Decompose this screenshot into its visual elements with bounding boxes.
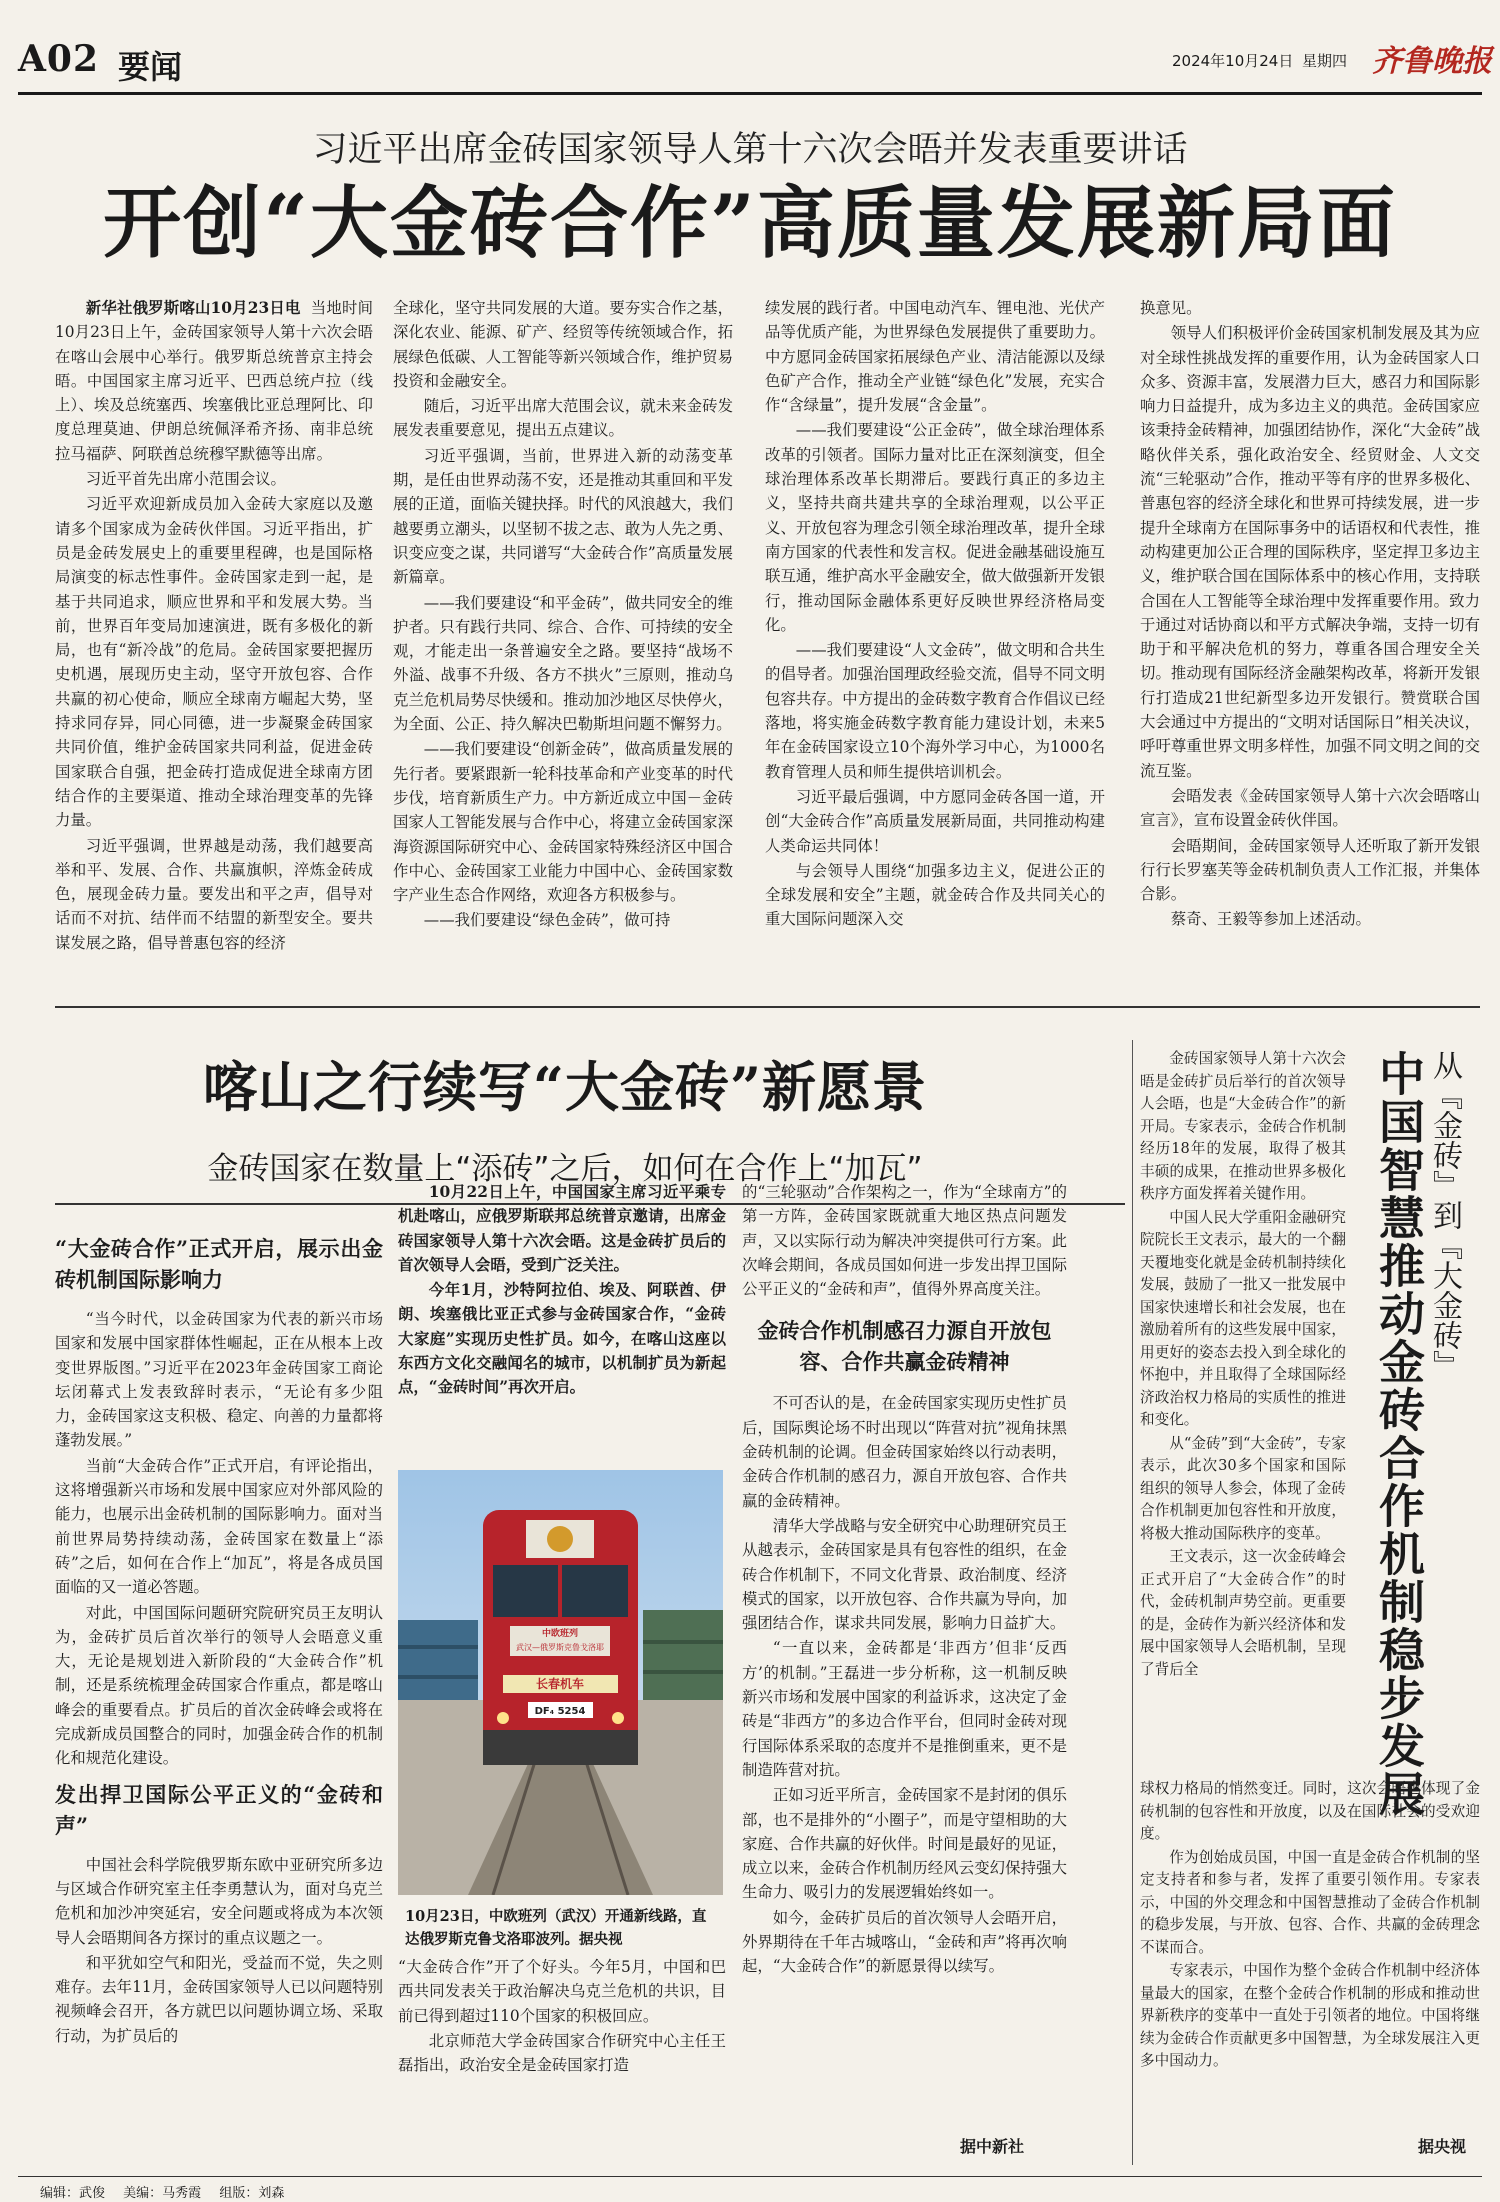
article2-column-3 <box>742 1180 1067 2170</box>
article1-lead-paragraph: 新华社俄罗斯喀山10月23日电 当地时间10月23日上午，金砖国家领导人第十六次会晤在喀山会展中心举行。俄罗斯总统普京主持会晤。中国国家主席习近平、巴西总统卢拉（线上）、埃及总统塞西、埃塞俄比亚总理阿比、印度总理莫迪、伊朗总统佩泽希齐扬、南非总统拉马福萨、阿联酋总统穆罕默德等出席。 <box>55 299 373 463</box>
paragraph: 从“金砖”到“大金砖”，专家表示，此次30多个国家和国际组织的领导人参会，体现了金砖合作机制更加包容性和开放度，将极大推动国际秩序的变革。 <box>1140 1434 1346 1542</box>
article2-lead-block <box>398 1180 726 1460</box>
paragraph: 王文表示，这一次金砖峰会正式开启了“大金砖合作”的时代，金砖机制声势空前。更重要的是，金砖作为新兴经济体和发展中国家领导人会晤机制，呈现了背后全 <box>1140 1548 1346 1678</box>
article2-section-title-2: 发出捍卫国际公平正义的“金砖和声” <box>55 1781 383 1838</box>
paragraph: 金砖国家领导人第十六次会晤是金砖扩员后举行的首次领导人会晤，也是“大金砖合作”的新开局。专家表示，金砖合作机制经历18年的发展，取得了极其丰硕的成果，在推动世界多极化秩序方面发挥着关键作用。 <box>1140 1050 1346 1202</box>
train-number: DF₄ 5254 <box>534 1706 586 1717</box>
layout-credit: 组版：刘森 <box>219 2186 285 2201</box>
newspaper-logo: 齐鲁晚报 <box>1372 44 1492 79</box>
paragraph: 不可否认的是，在金砖国家实现历史性扩员后，国际舆论场不时出现以“阵营对抗”视角抹黑金砖机制的论调。但金砖国家始终以行动表明，金砖合作机制的感召力，源自开放包容、合作共赢的金砖精神。 <box>742 1394 1067 1510</box>
article2-byline: 据中新社 <box>960 2137 1025 2156</box>
train-sign-top: 中欧班列 <box>541 1629 579 1639</box>
paragraph: 今年1月，沙特阿拉伯、埃及、阿联酋、伊朗、埃塞俄比亚正式参与金砖国家合作，“金砖大家庭”实现历史性扩员。如今，在喀山这座以东西方文化交融闻名的城市，以机制扩员为新起点，“金砖时间”再次开启。 <box>398 1281 726 1397</box>
article1-headline: 开创“大金砖合作”高质量发展新局面 <box>103 178 1397 269</box>
train-plate: 长春机车 <box>535 1677 585 1691</box>
paragraph: 10月22日上午，中国国家主席习近平乘专机赴喀山，应俄罗斯联邦总统普京邀请，出席金砖国家领导人第十六次会晤。这是金砖扩员后的首次领导人会晤，受到广泛关注。 <box>398 1183 726 1274</box>
paragraph: 中国人民大学重阳金融研究院院长王文表示，最大的一个翻天覆地变化就是金砖机制持续化发展，鼓励了一批又一批发展中国家快速增长和社会发展，也在激励着所有的这些发展中国家，用更好的姿态去投入到全球化的怀抱中，并且取得了全球国际经济政治权力格局的实质性的推进和变化。 <box>1140 1208 1346 1428</box>
article1-column-2 <box>393 296 733 986</box>
paragraph: ——我们要建设“绿色金砖”，做可持 <box>423 911 671 930</box>
paragraph: 北京师范大学金砖国家合作研究中心主任王磊指出，政治安全是金砖国家打造 <box>398 2031 726 2075</box>
paragraph: 的“三轮驱动”合作架构之一，作为“全球南方”的第一方阵，金砖国家既就重大地区热点问题发声，又以实际行动为解决冲突提供可行方案。此次峰会期间，各成员国如何进一步发出捍卫国际公平正义的“金砖和声”，值得外界高度关注。 <box>742 1183 1067 1299</box>
article2-column-1 <box>55 1225 383 2175</box>
photo-caption: 10月23日，中欧班列（武汉）开通新线路，直达俄罗斯克鲁戈洛耶波列。据央视 <box>405 1908 707 1948</box>
paragraph: 当前“大金砖合作”正式开启，有评论指出，这将增强新兴市场和发展中国家应对外部风险的能力，也展示出金砖机制的国际影响力。面对当前世界局势持续动荡，金砖国家在数量上“添砖”之后，如何在合作上“加瓦”，将是各成员国面临的又一道必答题。 <box>55 1456 383 1597</box>
paragraph: 蔡奇、王毅等参加上述活动。 <box>1170 910 1371 929</box>
train-sign-sub: 武汉—俄罗斯克鲁戈洛耶 <box>516 1643 604 1652</box>
paragraph: 习近平强调，当前，世界进入新的动荡变革期，是任由世界动荡不安，还是推动其重回和平发展的正道，面临关键抉择。时代的风浪越大，我们越要勇立潮头，以坚韧不拔之志、敢为人先之勇、识变应变之谋，共同谱写“大金砖合作”高质量发展新篇章。 <box>393 446 733 587</box>
column-divider <box>1132 1040 1133 2165</box>
page-code: A02 <box>18 38 100 80</box>
article3-column-lower <box>1140 1778 1480 2158</box>
header-divider <box>18 92 1482 95</box>
article1-column-4 <box>1140 296 1480 986</box>
paragraph: 清华大学战略与安全研究中心助理研究员王从越表示，金砖国家是具有包容性的组织，在金砖合作机制下，不同文化背景、政治制度、经济模式的国家，以开放包容、合作共赢为导向，加强团结合作，谋求共同发展，影响力日益扩大。 <box>742 1516 1067 1633</box>
paragraph: 正如习近平所言，金砖国家不是封闭的俱乐部，也不是排外的“小圈子”，而是守望相助的大家庭、合作共赢的好伙伴。时间是最好的见证，成立以来，金砖合作机制历经风云变幻保持强大生命力、吸引力的发展逻辑始终如一。 <box>742 1786 1067 1902</box>
paragraph: 习近平欢迎新成员加入金砖大家庭以及邀请多个国家成为金砖伙伴国。习近平指出，扩员是金砖发展史上的重要里程碑，也是国际格局演变的标志性事件。金砖国家走到一起，是基于共同追求，顺应世界和平和发展大势。当前，世界百年变局加速演进，既有多极化的新局，也有“新冷战”的危局。金砖国家要把握历史机遇，展现历史主动，坚守开放包容、合作共赢的初心使命，顺应全球南方崛起大势，坚持求同存异，同心同德，进一步凝聚金砖国家共同价值，维护金砖国家共同利益，促进金砖国家联合自强，把金砖打造成促进全球南方团结合作的主要渠道、推动全球治理变革的先锋力量。 <box>55 495 373 830</box>
paragraph: “当今时代，以金砖国家为代表的新兴市场国家和发展中国家群体性崛起，正在从根本上改变世界版图。”习近平在2023年金砖国家工商论坛闭幕式上发表致辞时表示，“无论有多少阻力，金砖国家这支积极、稳定、向善的力量都将蓬勃发展。” <box>55 1310 383 1450</box>
section-name: 要闻 <box>118 48 183 86</box>
publication-date: 2024年10月24日 <box>1172 52 1294 70</box>
paragraph: ——我们要建设“公正金砖”，做全球治理体系改革的引领者。国际力量对比正在深刻演变，但全球治理体系改革长期滞后。要践行真正的多边主义，坚持共商共建共享的全球治理观，以公平正义、开放包容为理念引领全球治理改革，提升全球南方国家的代表性和发言权。促进金融基础设施互联互通，维护高水平金融安全，做大做强新开发银行，推动国际金融体系更好反映世界经济格局变化。 <box>765 421 1105 634</box>
paragraph: 换意见。 <box>1140 299 1202 317</box>
paragraph: 中国社会科学院俄罗斯东欧中亚研究所多边与区域合作研究室主任李勇慧认为，面对乌克兰危机和加沙冲突延宕，安全问题或将成为本次领导人会晤期间各方探讨的重点议题之一。 <box>55 1855 383 1947</box>
paragraph: 习近平最后强调，中方愿同金砖各国一道，开创“大金砖合作”高质量发展新局面，共同推动构建人类命运共同体！ <box>765 787 1105 855</box>
train-photo <box>398 1470 723 1895</box>
article1-column-1 <box>55 296 373 986</box>
paragraph: “大金砖合作”开了个好头。今年5月，中国和巴西共同发表关于政治解决乌克兰危机的共识，目前已得到超过110个国家的积极回应。 <box>398 1958 726 2025</box>
page-header <box>0 0 1500 90</box>
article3-kicker: 从『金砖』到『大金砖』 <box>1427 1050 1462 1380</box>
paragraph: 与会领导人围绕“加强多边主义，促进公正的全球发展和安全”主题，就金砖合作及共同关心的重大国际问题深入交 <box>765 861 1105 929</box>
paragraph: 球权力格局的悄然变迁。同时，这次会晤也体现了金砖机制的包容性和开放度，以及在国际社会的受欢迎度。 <box>1140 1780 1480 1842</box>
designer-credit: 美编：马秀霞 <box>123 2186 202 2201</box>
article2-column-2 <box>398 1955 726 2165</box>
paragraph: 专家表示，中国作为整个金砖合作机制中经济体量最大的国家，在整个金砖合作机制的形成和推动世界新秩序的变革中一直处于引领者的地位。中国将继续为金砖合作贡献更多中国智慧，为全球发展注入更多中国动力。 <box>1140 1962 1480 2069</box>
paragraph: 随后，习近平出席大范围会议，就未来金砖发展发表重要意见，提出五点建议。 <box>393 397 733 440</box>
editor-credit: 编辑：武俊 <box>40 2186 106 2201</box>
paragraph: 续发展的践行者。中国电动汽车、锂电池、光伏产品等优质产能，为世界绿色发展提供了重要助力。中方愿同金砖国家拓展绿色产业、清洁能源以及绿色矿产合作，推动全产业链“绿色化”发展，充实合作“含绿量”，提升发展“含金量”。 <box>765 299 1105 415</box>
article3-headline: 中国智慧推动金砖合作机制稳步发展 <box>1372 1050 1426 1818</box>
paragraph: “一直以来，金砖都是‘非西方’但非‘反西方’的机制。”王磊进一步分析称，这一机制反映新兴市场和发展中国家的利益诉求，这决定了金砖是“非西方”的多边合作平台，但同时金砖对现行国际体系采取的态度并不是推倒重来，更不是制造阵营对抗。 <box>742 1639 1067 1779</box>
article1-dateline: 新华社俄罗斯喀山10月23日电 <box>85 299 301 317</box>
section-divider <box>55 1006 1480 1008</box>
paragraph: 作为创始成员国，中国一直是金砖合作机制的坚定支持者和参与者，发挥了重要引领作用。专家表示，中国的外交理念和中国智慧推动了金砖合作机制的稳步发展，与开放、包容、合作、共赢的金砖理念不谋而合。 <box>1140 1848 1480 1956</box>
article1-kicker: 习近平出席金砖国家领导人第十六次会晤并发表重要讲话 <box>312 130 1188 170</box>
paragraph: 全球化，坚守共同发展的大道。要夯实合作之基，深化农业、能源、矿产、经贸等传统领域合作，拓展绿色低碳、人工智能等新兴领域合作，维护贸易投资和金融安全。 <box>393 299 733 390</box>
paragraph: 如今，金砖扩员后的首次领导人会晤开启，外界期待在千年古城喀山，“金砖和声”将再次响起，“大金砖合作”的新愿景得以续写。 <box>742 1908 1067 1976</box>
article2-headline: 喀山之行续写“大金砖”新愿景 <box>202 1055 928 1119</box>
article1-column-3 <box>765 296 1105 986</box>
paragraph: ——我们要建设“和平金砖”，做共同安全的维护者。只有践行共同、综合、合作、可持续的安全观，才能走出一条普遍安全之路。要坚持“战场不外溢、战事不升级、各方不拱火”三原则，推动乌克兰危机局势尽快缓和。推动加沙地区尽快停火，为全面、公正、持久解决巴勒斯坦问题不懈努力。 <box>393 593 733 734</box>
paragraph: 对此，中国国际问题研究院研究员王友明认为，金砖扩员后首次举行的领导人会晤意义重大，无论是规划进入新阶段的“大金砖合作”机制，还是系统梳理金砖国家合作重点，都是喀山峰会的重要看点。扩员后的首次金砖峰会或将在完成新成员国整合的同时，加强金砖合作的机制化和规范化建设。 <box>55 1603 383 1768</box>
publication-weekday: 星期四 <box>1302 52 1348 70</box>
paragraph: ——我们要建设“人文金砖”，做文明和合共生的倡导者。加强治国理政经验交流，倡导不同文明包容共存。中方提出的金砖数字教育合作倡议已经落地，将实施金砖数字教育能力建设计划，未来5年在金砖国家设立10个海外学习中心，为1000名教育管理人员和师生提供培训机会。 <box>765 641 1105 781</box>
page-footer <box>40 2182 298 2201</box>
paragraph: 领导人们积极评价金砖国家机制发展及其为应对全球性挑战发挥的重要作用，认为金砖国家人口众多、资源丰富，发展潜力巨大，感召力和国际影响力日益提升，成为多边主义的典范。金砖国家应该秉持金砖精神，加强团结协作，深化“大金砖”战略伙伴关系，强化政治安全、经贸财金、人文交流“三轮驱动”合作，推动平等有序的世界多极化、普惠包容的经济全球化和世界可持续发展，进一步提升全球南方在国际事务中的话语权和代表性，推动构建更加公正合理的国际秩序，坚定捍卫多边主义，维护联合国在国际体系中的核心作用，支持联合国在人工智能等全球治理中发挥重要作用。致力于通过对话协商以和平方式解决争端，支持一切有助于和平解决危机的努力，尊重各国合理安全关切。推动现有国际经济金融架构改革，将新开发银行打造成21世纪新型多边开发银行。赞赏联合国大会通过中方提出的“文明对话国际日”相关决议，呼吁尊重世界文明多样性，加强不同文明之间的交流互鉴。 <box>1140 324 1480 780</box>
article3-byline: 据央视 <box>1418 2137 1467 2156</box>
paragraph: 习近平强调，世界越是动荡，我们越要高举和平、发展、合作、共赢旗帜，淬炼金砖成色，展现金砖力量。要发出和平之声，倡导对话而不对抗、结伴而不结盟的新型安全。要共谋发展之路，倡导普惠包容的经济 <box>55 836 373 952</box>
paragraph: 习近平首先出席小范围会议。 <box>85 470 286 489</box>
footer-divider <box>18 2176 1482 2177</box>
article2-section-title-3: 金砖合作机制感召力源自开放包容、合作共赢金砖精神 <box>757 1318 1052 1375</box>
paragraph: 会晤发表《金砖国家领导人第十六次会晤喀山宣言》，宣布设置金砖伙伴国。 <box>1140 786 1480 830</box>
train-photo-illustration <box>398 1470 723 1895</box>
article2-subheadline: 金砖国家在数量上“添砖”之后，如何在合作上“加瓦” <box>207 1151 923 1187</box>
paragraph: 和平犹如空气和阳光，受益而不觉，失之则难存。去年11月，金砖国家领导人已以问题特别视频峰会召开，各方就巴以问题协调立场、采取行动，为扩员后的 <box>55 1953 383 2045</box>
paragraph: 会晤期间，金砖国家领导人还听取了新开发银行行长罗塞芙等金砖机制负责人工作汇报，并集体合影。 <box>1140 836 1480 904</box>
paragraph: ——我们要建设“创新金砖”，做高质量发展的先行者。要紧跟新一轮科技革命和产业变革的时代步伐，培育新质生产力。中方新近成立中国－金砖国家人工智能发展与合作中心，将建立金砖国家深海资源国际研究中心、金砖国家特殊经济区中国合作中心、金砖国家工业能力中国中心、金砖国家数字产业生态合作网络，欢迎各方积极参与。 <box>393 740 733 905</box>
article2-section-title-1: “大金砖合作”正式开启，展示出金砖机制国际影响力 <box>55 1236 383 1292</box>
